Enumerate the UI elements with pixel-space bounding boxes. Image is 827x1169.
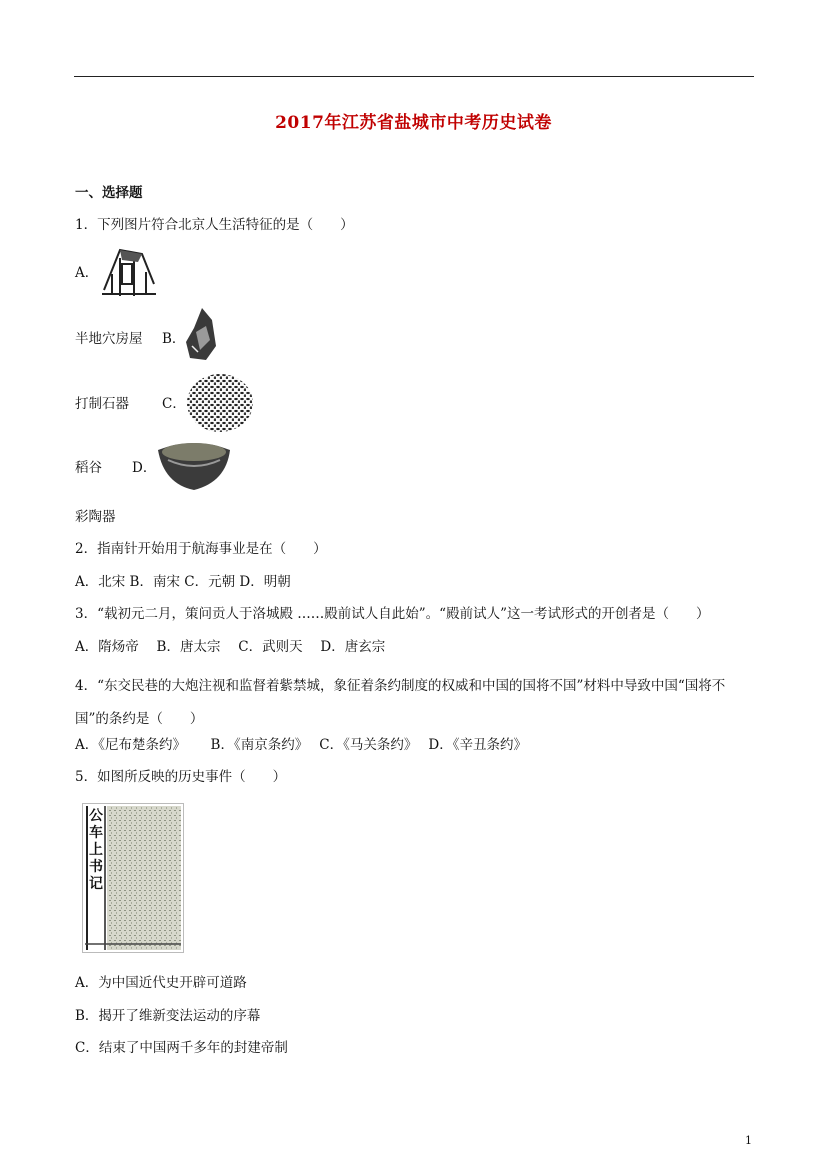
question-1-stem: 1．下列图片符合北京人生活特征的是（ ） (75, 217, 354, 233)
question-5-option-a: A．为中国近代史开辟可道路 (75, 975, 247, 991)
q1-caption-4: 彩陶器 (75, 509, 116, 525)
q5-image-document (82, 803, 184, 953)
q5-image-caption: 公车上书记 (89, 808, 103, 892)
q1-option-d-label: D． (132, 460, 157, 476)
question-3-stem: 3．“载初元二月，策问贡人于洛城殿 ……殿前试人自此始”。“殿前试人”这一考试形式的开创者是（ ） (75, 606, 710, 622)
section-heading: 一、选择题 (75, 185, 143, 201)
q1-option-a-label: A． (75, 265, 99, 281)
q1-option-c-label: C． (162, 396, 186, 412)
question-4-options: A．《尼布楚条约》 B．《南京条约》 C．《马关条约》 D．《辛丑条约》 (75, 737, 527, 753)
q1-option-b-label: B． (162, 331, 186, 347)
q1-caption-2: 打制石器 (75, 396, 129, 412)
question-2-stem: 2．指南针开始用于航海事业是在（ ） (75, 541, 327, 557)
question-4-stem: 4．“东交民巷的大炮注视和监督着紫禁城，象征着条约制度的权威和中国的国将不国”材料中导致中国“国将不国”的条约是（ ） (75, 678, 726, 727)
header-rule (74, 76, 754, 77)
question-3-options: A．隋炀帝 B．唐太宗 C．武则天 D．唐玄宗 (75, 639, 386, 655)
page-title: 2017年江苏省盐城市中考历史试卷 (275, 113, 552, 133)
q1-image-b-stone-tool (184, 306, 218, 362)
q1-caption-3: 稻谷 (75, 460, 102, 476)
question-5-option-b: B．揭开了维新变法运动的序幕 (75, 1008, 261, 1024)
q1-caption-1: 半地穴房屋 (75, 331, 143, 347)
q1-image-a-hut (98, 244, 158, 300)
q1-image-c-rice (186, 373, 254, 433)
page-number: 1 (745, 1134, 752, 1147)
question-5-option-c: C．结束了中国两千多年的封建帝制 (75, 1040, 288, 1056)
question-5-stem: 5．如图所反映的历史事件（ ） (75, 769, 287, 785)
q1-image-d-pottery (154, 438, 234, 494)
question-2-options: A．北宋 B．南宋 C．元朝 D．明朝 (75, 574, 291, 590)
